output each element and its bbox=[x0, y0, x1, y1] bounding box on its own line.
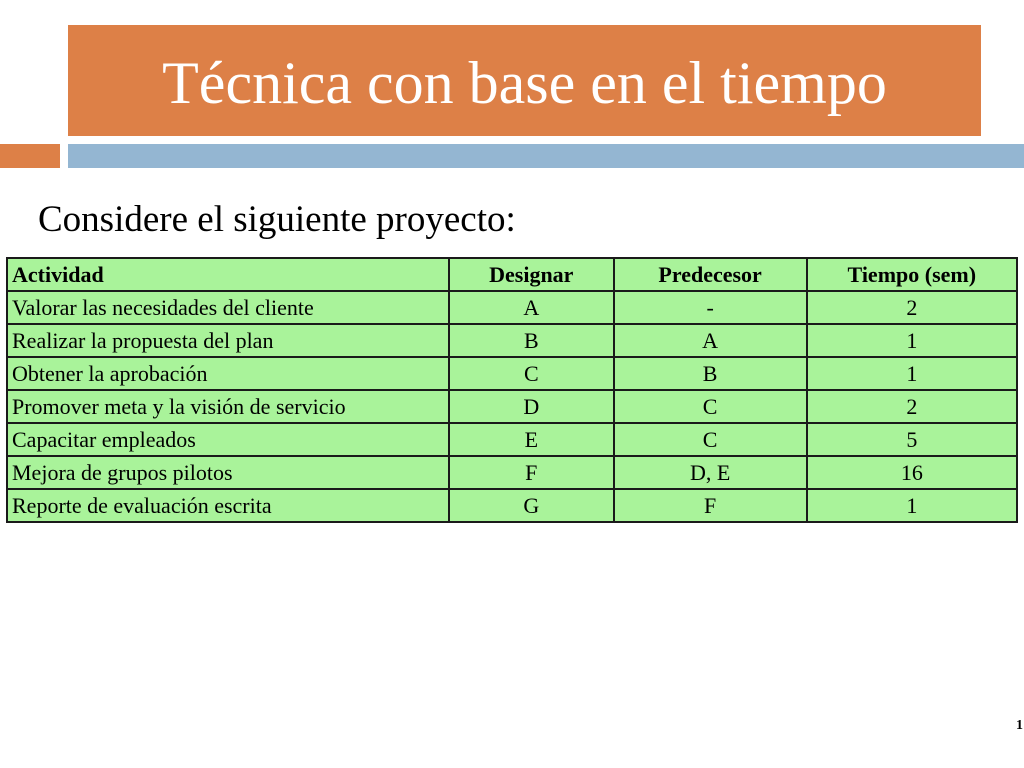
activity-table bbox=[6, 257, 1018, 523]
header-predecesor: Predecesor bbox=[614, 258, 807, 291]
cell-designar: C bbox=[449, 357, 614, 390]
table-row bbox=[7, 324, 1017, 357]
table-row bbox=[7, 291, 1017, 324]
cell-tiempo: 2 bbox=[807, 390, 1017, 423]
cell-tiempo: 1 bbox=[807, 324, 1017, 357]
accent-bar-orange bbox=[0, 144, 60, 168]
table-row bbox=[7, 489, 1017, 522]
table-row bbox=[7, 423, 1017, 456]
cell-designar: G bbox=[449, 489, 614, 522]
cell-activity: Mejora de grupos pilotos bbox=[7, 456, 449, 489]
cell-tiempo: 16 bbox=[807, 456, 1017, 489]
table-header-row bbox=[7, 258, 1017, 291]
cell-predecesor: F bbox=[614, 489, 807, 522]
cell-tiempo: 1 bbox=[807, 357, 1017, 390]
header-designar: Designar bbox=[449, 258, 614, 291]
cell-designar: D bbox=[449, 390, 614, 423]
table-row bbox=[7, 357, 1017, 390]
table-row bbox=[7, 456, 1017, 489]
cell-activity: Promover meta y la visión de servicio bbox=[7, 390, 449, 423]
cell-designar: F bbox=[449, 456, 614, 489]
cell-predecesor: - bbox=[614, 291, 807, 324]
cell-activity: Capacitar empleados bbox=[7, 423, 449, 456]
slide-title: Técnica con base en el tiempo bbox=[162, 49, 887, 116]
cell-activity: Obtener la aprobación bbox=[7, 357, 449, 390]
cell-activity: Reporte de evaluación escrita bbox=[7, 489, 449, 522]
cell-activity: Realizar la propuesta del plan bbox=[7, 324, 449, 357]
cell-designar: B bbox=[449, 324, 614, 357]
header-activity: Actividad bbox=[7, 258, 449, 291]
cell-activity: Valorar las necesidades del cliente bbox=[7, 291, 449, 324]
cell-designar: A bbox=[449, 291, 614, 324]
cell-predecesor: A bbox=[614, 324, 807, 357]
title-banner bbox=[68, 25, 981, 136]
cell-tiempo: 5 bbox=[807, 423, 1017, 456]
page-number: 1 bbox=[1016, 718, 1023, 733]
header-tiempo: Tiempo (sem) bbox=[807, 258, 1017, 291]
cell-predecesor: D, E bbox=[614, 456, 807, 489]
table-row bbox=[7, 390, 1017, 423]
intro-text: Considere el siguiente proyecto: bbox=[38, 199, 516, 240]
cell-designar: E bbox=[449, 423, 614, 456]
cell-predecesor: C bbox=[614, 390, 807, 423]
cell-tiempo: 2 bbox=[807, 291, 1017, 324]
cell-tiempo: 1 bbox=[807, 489, 1017, 522]
cell-predecesor: B bbox=[614, 357, 807, 390]
accent-bar-blue bbox=[68, 144, 1024, 168]
cell-predecesor: C bbox=[614, 423, 807, 456]
